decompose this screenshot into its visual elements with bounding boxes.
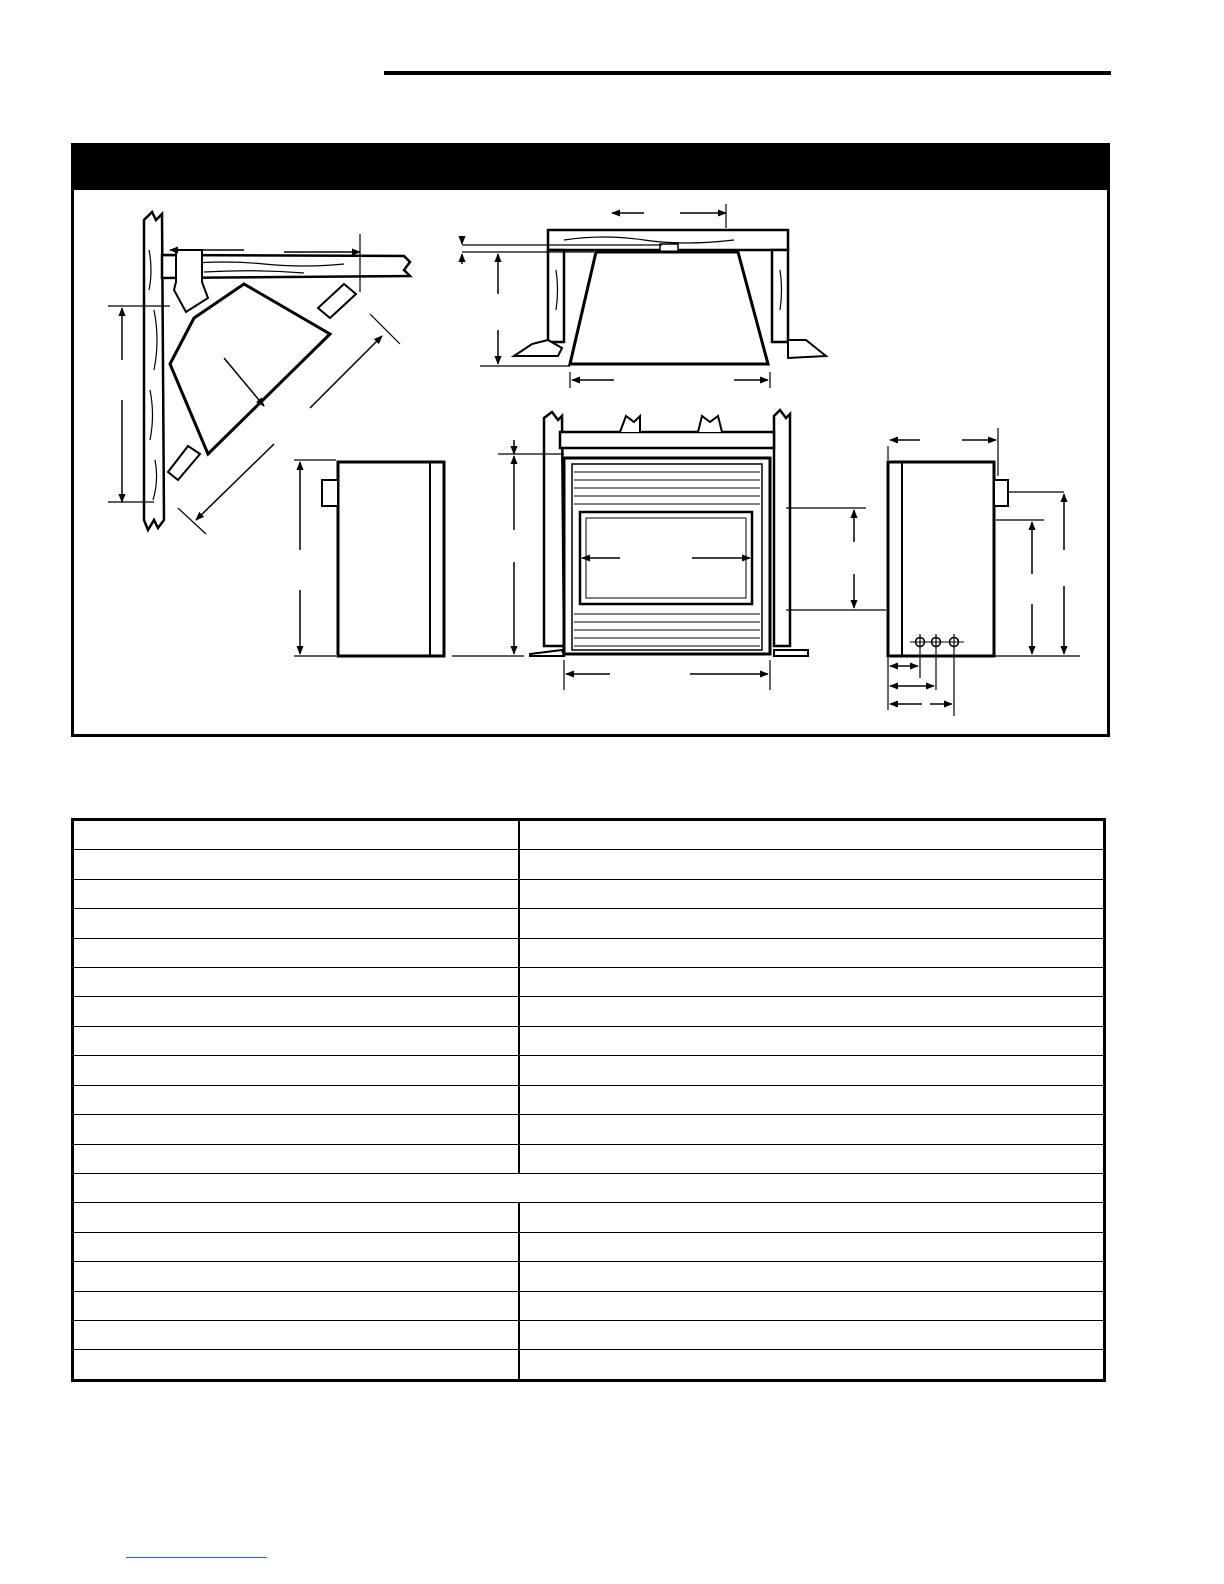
table-row <box>73 820 1105 850</box>
table-row <box>73 1144 1105 1173</box>
table-row <box>73 1026 1105 1055</box>
table-row <box>73 1350 1105 1381</box>
table-row <box>73 1232 1105 1261</box>
table-row <box>73 1320 1105 1349</box>
table-row <box>73 1115 1105 1144</box>
table-row <box>73 850 1105 879</box>
table-row <box>73 1085 1105 1114</box>
table-row <box>73 997 1105 1026</box>
front-view <box>452 410 886 690</box>
table-row <box>73 968 1105 997</box>
table-row <box>73 879 1105 908</box>
figure-title-bar <box>74 146 1107 190</box>
side-view-right <box>888 428 1080 716</box>
header-rule <box>384 71 1111 75</box>
table-row <box>73 1203 1105 1232</box>
framing-top-view <box>462 204 826 388</box>
table-row <box>73 1056 1105 1085</box>
footer-link[interactable] <box>126 1557 267 1558</box>
table-row <box>73 1262 1105 1291</box>
table-section-row <box>73 1173 1105 1202</box>
table-row <box>73 909 1105 938</box>
table-row <box>73 1291 1105 1320</box>
dimensions-figure <box>71 143 1110 737</box>
specifications-table <box>71 818 1106 1382</box>
side-view-left <box>294 460 444 656</box>
table-row <box>73 938 1105 967</box>
dimension-drawings <box>74 190 1101 731</box>
